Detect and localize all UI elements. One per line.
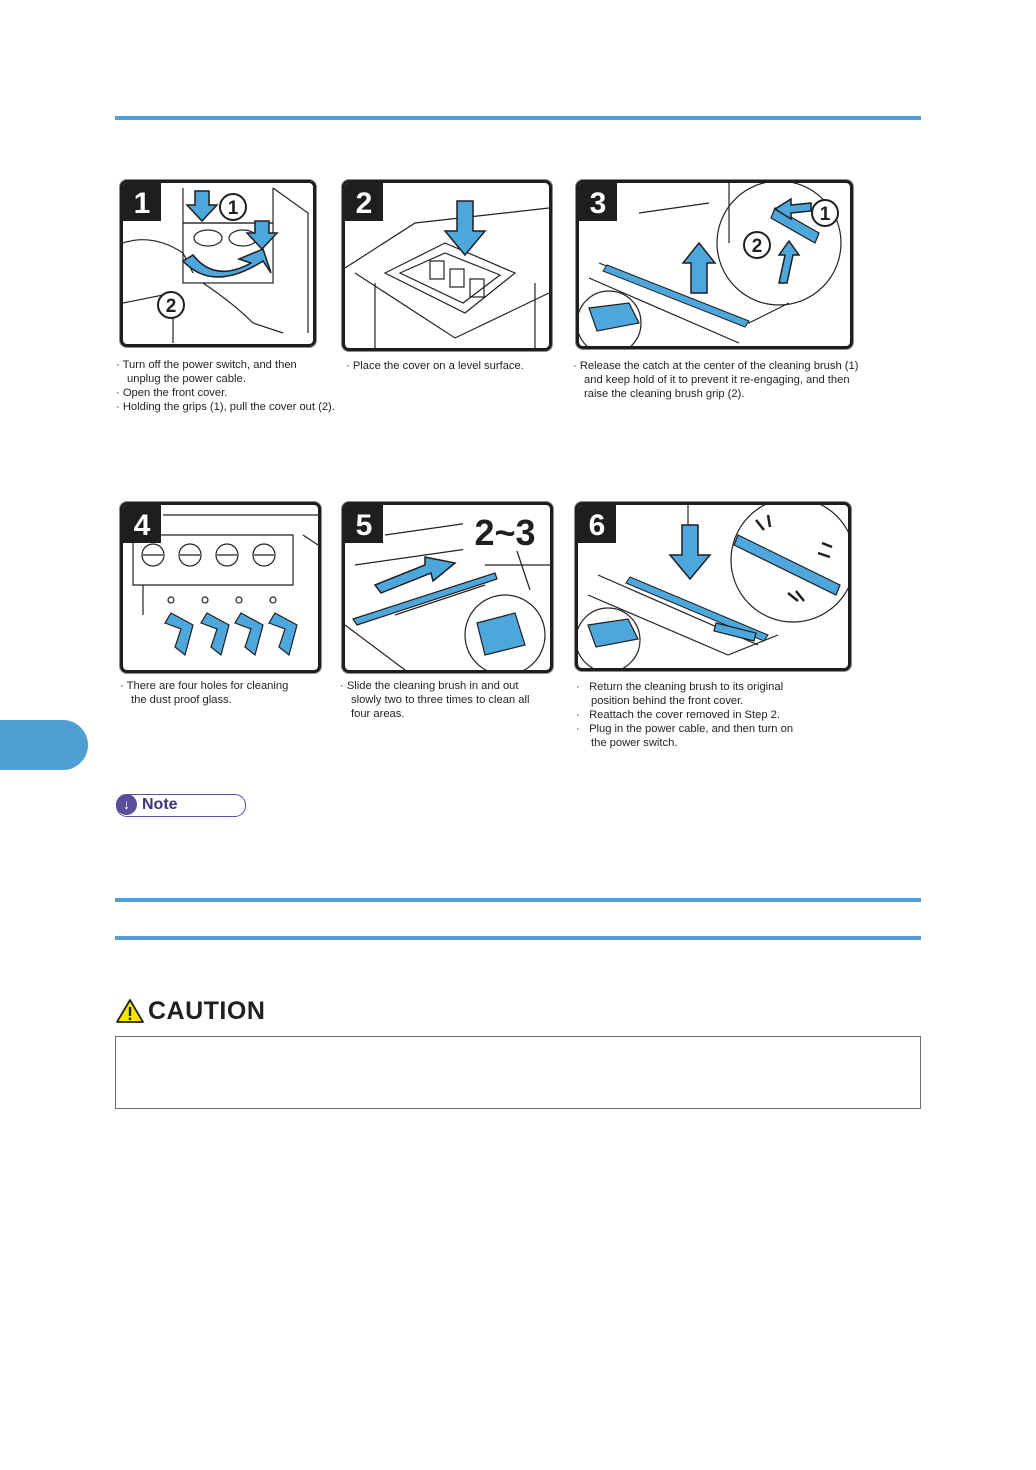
caption-line: · Holding the grips (1), pull the cover out (2). <box>116 401 335 413</box>
step-number: 6 <box>588 509 606 542</box>
step-number: 1 <box>133 187 151 220</box>
caption-line: · Return the cleaning brush to its original <box>576 681 784 693</box>
step-2-caption <box>346 359 524 373</box>
step-number: 2 <box>355 187 373 220</box>
caption-line: position behind the front cover. <box>591 695 744 707</box>
callout-1: 1 <box>819 204 831 225</box>
caption-line: the power switch. <box>591 737 678 749</box>
section-rule-top <box>115 898 921 902</box>
note-badge <box>116 794 246 817</box>
caption-line: · Reattach the cover removed in Step 2. <box>576 709 780 721</box>
step-4-caption <box>120 679 288 707</box>
step-1-illustration <box>120 180 316 347</box>
step-number: 3 <box>589 187 607 220</box>
caption-line: · Slide the cleaning brush in and out <box>340 680 519 692</box>
caution-heading <box>115 997 265 1025</box>
caption-line: · Turn off the power switch, and then <box>116 359 297 371</box>
caption-line: · There are four holes for cleaning <box>120 680 289 692</box>
caption-line: raise the cleaning brush grip (2). <box>584 388 745 400</box>
caption-line: · Open the front cover. <box>116 387 228 399</box>
repeat-count-label: 2~3 <box>474 512 536 553</box>
note-label: Note <box>142 796 178 813</box>
step-5-caption <box>340 679 529 721</box>
callout-2: 2 <box>751 236 763 257</box>
warning-triangle-icon <box>115 998 145 1024</box>
step-number: 5 <box>355 509 373 542</box>
caption-line: and keep hold of it to prevent it re-engaging, and then <box>584 374 850 386</box>
caption-line: · Plug in the power cable, and then turn on <box>576 723 794 735</box>
header-rule <box>115 116 921 120</box>
caption-line: · Place the cover on a level surface. <box>346 360 524 372</box>
step-1-caption <box>116 358 335 414</box>
callout-1: 1 <box>227 198 239 219</box>
caption-line: the dust proof glass. <box>131 694 232 706</box>
step-2-illustration <box>342 180 552 351</box>
step-4-illustration <box>120 502 321 673</box>
step-5-illustration <box>342 502 553 673</box>
caption-line: unplug the power cable. <box>127 373 246 385</box>
arrow-down-circle-icon: ↓ <box>116 794 137 815</box>
callout-2: 2 <box>165 296 177 317</box>
step-number: 4 <box>133 509 151 542</box>
caption-line: slowly two to three times to clean all <box>351 694 530 706</box>
chapter-side-tab <box>0 720 88 770</box>
step-3-illustration <box>576 180 853 349</box>
step-3-caption <box>573 359 858 401</box>
caution-label: CAUTION <box>148 996 266 1025</box>
step-6-illustration <box>575 502 851 671</box>
step-6-caption <box>576 680 793 750</box>
caption-line: · Release the catch at the center of the cleaning brush (1) <box>573 360 859 372</box>
section-rule-bottom <box>115 936 921 940</box>
caution-box <box>115 1036 921 1109</box>
caption-line: four areas. <box>351 708 405 720</box>
